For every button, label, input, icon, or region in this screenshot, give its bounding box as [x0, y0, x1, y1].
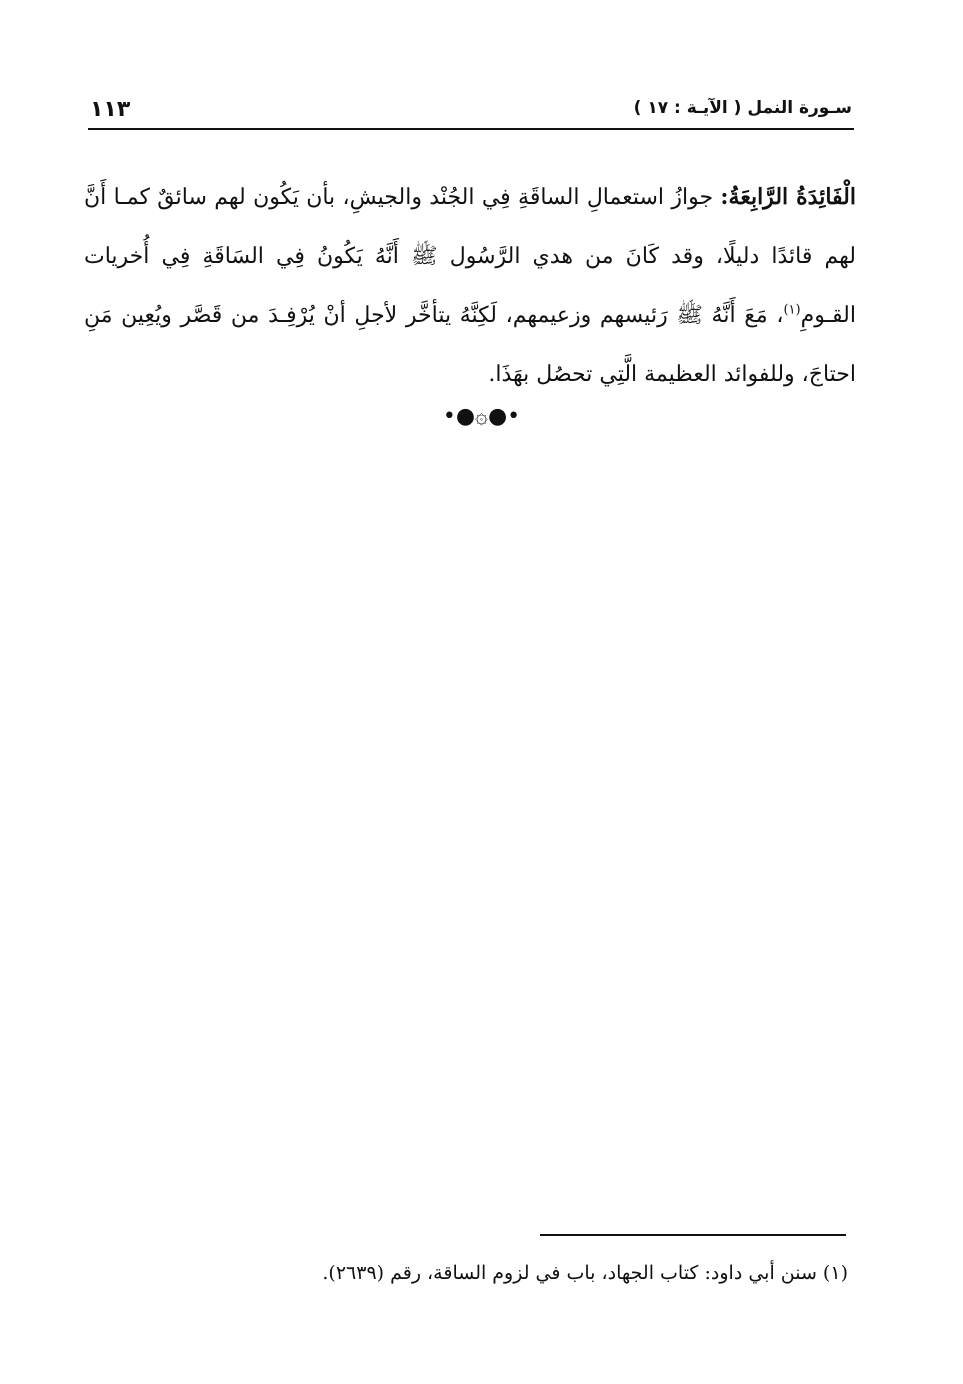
- body-text-part-1: جوازُ استعمالِ الساقَةِ فِي الجُنْد والجيشِ، بأن يَكُون لهم سائقٌ كمـا أَنَّ لهم قائدًا دليلًا، وقد كَانَ من هدي الرَّسُول ﷺ أَنَّهُ يَكُونُ فِي السَاقَةِ فِي أُخريات القـومِ: [84, 185, 856, 328]
- footnote: (١) سنن أبي داود: كتاب الجهاد، باب في لزوم الساقة، رقم (٢٦٣٩).: [322, 1262, 848, 1284]
- page-header: [88, 95, 854, 131]
- footnote-rule: [540, 1234, 846, 1236]
- section-heading: الْفَائِدَةُ الرَّابِعَةُ:: [720, 184, 856, 210]
- section-separator-ornament: •●۞●•: [442, 404, 521, 429]
- running-title: سـورة النمل ( الآيـة : ١٧ ): [633, 98, 852, 118]
- header-rule: [88, 128, 854, 130]
- page-number: ١١٣: [90, 97, 131, 122]
- body-paragraph: [84, 168, 856, 404]
- footnote-reference[interactable]: (١): [783, 302, 801, 318]
- body-text-part-2: ، مَعَ أَنَّهُ ﷺ رَئيسهم وزعيمهم، لَكِنَّهُ يتأخَّر لأجلِ أنْ يُرْفِـدَ من قَصَّر ويُعِين مَنِ احتاجَ، وللفوائد العظيمة الَّتِي تحصُل بهَذَا.: [84, 303, 856, 387]
